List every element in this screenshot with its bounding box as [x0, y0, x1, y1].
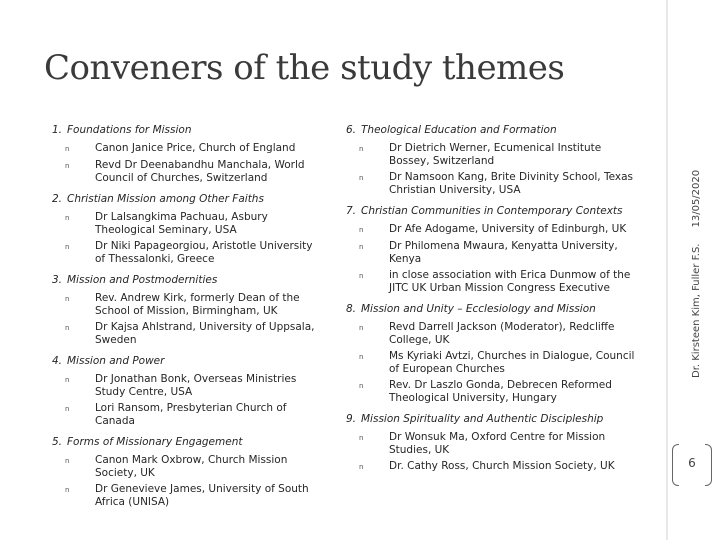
bullet-glyph: n [65, 376, 70, 384]
convener-text: Rev. Andrew Kirk, formerly Dean of the School of Mission, Birmingham, UK [95, 292, 300, 317]
bullet-glyph: n [65, 457, 70, 465]
bullet-glyph: n [65, 295, 70, 303]
convener-text: Dr Namsoon Kang, Brite Divinity School, Texas Christian University, USA [389, 171, 633, 196]
convener-text: Canon Janice Price, Church of England [95, 142, 296, 154]
bullet-glyph: n [65, 214, 70, 222]
bullet-icon [346, 240, 375, 266]
convener-item [52, 142, 320, 156]
bullet-icon [346, 171, 375, 197]
bullet-glyph: n [359, 174, 364, 182]
bullet-icon [346, 460, 375, 474]
convener-item [52, 483, 320, 509]
theme-number: 6. [346, 124, 357, 136]
convener-text: Dr. Cathy Ross, Church Mission Society, UK [389, 460, 615, 472]
bullet-glyph: n [359, 272, 364, 280]
bullet-glyph: n [359, 226, 364, 234]
bullet-icon [52, 321, 81, 347]
convener-item [346, 269, 638, 295]
convener-text: Dr Niki Papageorgiou, Aristotle University of Thessalonki, Greece [95, 240, 313, 265]
convener-list [52, 373, 320, 428]
footer-date: 13/05/2020 [691, 169, 702, 228]
theme-number: 2. [52, 193, 63, 205]
bullet-glyph: n [65, 405, 70, 413]
bullet-glyph: n [359, 243, 364, 251]
theme-heading [52, 355, 320, 368]
convener-item [52, 211, 320, 237]
rail-divider [666, 0, 668, 540]
theme-number: 1. [52, 124, 63, 136]
bullet-glyph: n [65, 324, 70, 332]
theme-title: Foundations for Mission [67, 124, 192, 136]
left-column [52, 124, 320, 517]
bullet-glyph: n [359, 463, 364, 471]
bullet-glyph: n [65, 162, 70, 170]
convener-list [52, 211, 320, 266]
bullet-icon [52, 402, 81, 428]
bullet-icon [52, 483, 81, 509]
bullet-icon [52, 159, 81, 185]
slide-title: Conveners of the study themes [44, 48, 565, 88]
convener-list [52, 142, 320, 185]
bullet-icon [346, 223, 375, 237]
convener-list [52, 292, 320, 347]
bullet-icon [346, 431, 375, 457]
convener-text: Revd Dr Deenabandhu Manchala, World Council of Churches, Switzerland [95, 159, 305, 184]
bullet-glyph: n [359, 353, 364, 361]
convener-item [346, 460, 638, 474]
theme-title: Mission and Unity – Ecclesiology and Mission [361, 303, 596, 315]
bullet-glyph: n [359, 382, 364, 390]
convener-text: Dr Lalsangkima Pachuau, Asbury Theological Seminary, USA [95, 211, 268, 236]
convener-item [346, 223, 638, 237]
convener-list [346, 321, 638, 405]
convener-item [52, 321, 320, 347]
convener-item [346, 350, 638, 376]
convener-item [346, 431, 638, 457]
convener-item [346, 321, 638, 347]
bullet-icon [52, 292, 81, 318]
convener-text: Rev. Dr Laszlo Gonda, Debrecen Reformed Theological University, Hungary [389, 379, 612, 404]
convener-text: Ms Kyriaki Avtzi, Churches in Dialogue, Council of European Churches [389, 350, 635, 375]
convener-text: Lori Ransom, Presbyterian Church of Canada [95, 402, 287, 427]
convener-item [346, 379, 638, 405]
convener-text: Dr Genevieve James, University of South Africa (UNISA) [95, 483, 309, 508]
convener-text: Dr Wonsuk Ma, Oxford Centre for Mission Studies, UK [389, 431, 606, 456]
theme-title: Mission Spirituality and Authentic Discipleship [361, 413, 604, 425]
theme-number: 7. [346, 205, 357, 217]
theme-heading [52, 274, 320, 287]
convener-item [52, 240, 320, 266]
theme-number: 8. [346, 303, 357, 315]
convener-item [346, 240, 638, 266]
convener-list [52, 454, 320, 509]
convener-text: Dr Dietrich Werner, Ecumenical Institute Bossey, Switzerland [389, 142, 602, 167]
convener-list [346, 431, 638, 474]
convener-item [52, 373, 320, 399]
footer-author: Dr. Kirsteen Kim, Fuller F.S. [691, 243, 702, 378]
theme-title: Theological Education and Formation [361, 124, 557, 136]
bullet-icon [346, 269, 375, 295]
theme-title: Forms of Missionary Engagement [67, 436, 243, 448]
bullet-icon [52, 240, 81, 266]
theme-heading [346, 124, 638, 137]
page-number: 6 [688, 456, 696, 470]
bullet-glyph: n [65, 486, 70, 494]
theme-title: Mission and Postmodernities [67, 274, 218, 286]
bullet-icon [346, 379, 375, 405]
bullet-glyph: n [359, 434, 364, 442]
theme-number: 5. [52, 436, 63, 448]
theme-title: Christian Communities in Contemporary Contexts [361, 205, 623, 217]
theme-heading [52, 193, 320, 206]
bullet-glyph: n [65, 243, 70, 251]
bullet-icon [52, 142, 81, 156]
bullet-glyph: n [359, 145, 364, 153]
right-column [346, 124, 638, 482]
theme-title: Mission and Power [67, 355, 165, 367]
bullet-glyph: n [359, 324, 364, 332]
bullet-icon [346, 350, 375, 376]
convener-text: Dr Philomena Mwaura, Kenyatta University, Kenya [389, 240, 618, 265]
convener-item [346, 171, 638, 197]
convener-text: in close association with Erica Dunmow of the JITC UK Urban Mission Congress Executive [389, 269, 631, 294]
convener-list [346, 142, 638, 197]
theme-number: 3. [52, 274, 63, 286]
convener-list [346, 223, 638, 295]
bullet-glyph: n [65, 145, 70, 153]
bullet-icon [346, 321, 375, 347]
theme-heading [52, 124, 320, 137]
bullet-icon [52, 373, 81, 399]
theme-number: 9. [346, 413, 357, 425]
convener-item [52, 159, 320, 185]
convener-item [52, 454, 320, 480]
convener-text: Dr Afe Adogame, University of Edinburgh, UK [389, 223, 627, 235]
convener-text: Revd Darrell Jackson (Moderator), Redcliffe College, UK [389, 321, 615, 346]
convener-text: Dr Jonathan Bonk, Overseas Ministries Study Centre, USA [95, 373, 297, 398]
convener-item [52, 292, 320, 318]
bullet-icon [52, 454, 81, 480]
theme-heading [346, 205, 638, 218]
page-number-box [672, 444, 712, 484]
convener-item [346, 142, 638, 168]
bullet-icon [52, 211, 81, 237]
convener-text: Canon Mark Oxbrow, Church Mission Society, UK [95, 454, 288, 479]
theme-heading [52, 436, 320, 449]
theme-heading [346, 303, 638, 316]
footer-vertical [691, 170, 702, 378]
theme-title: Christian Mission among Other Faiths [67, 193, 264, 205]
bullet-icon [346, 142, 375, 168]
theme-number: 4. [52, 355, 63, 367]
convener-item [52, 402, 320, 428]
convener-text: Dr Kajsa Ahlstrand, University of Uppsala, Sweden [95, 321, 315, 346]
theme-heading [346, 413, 638, 426]
